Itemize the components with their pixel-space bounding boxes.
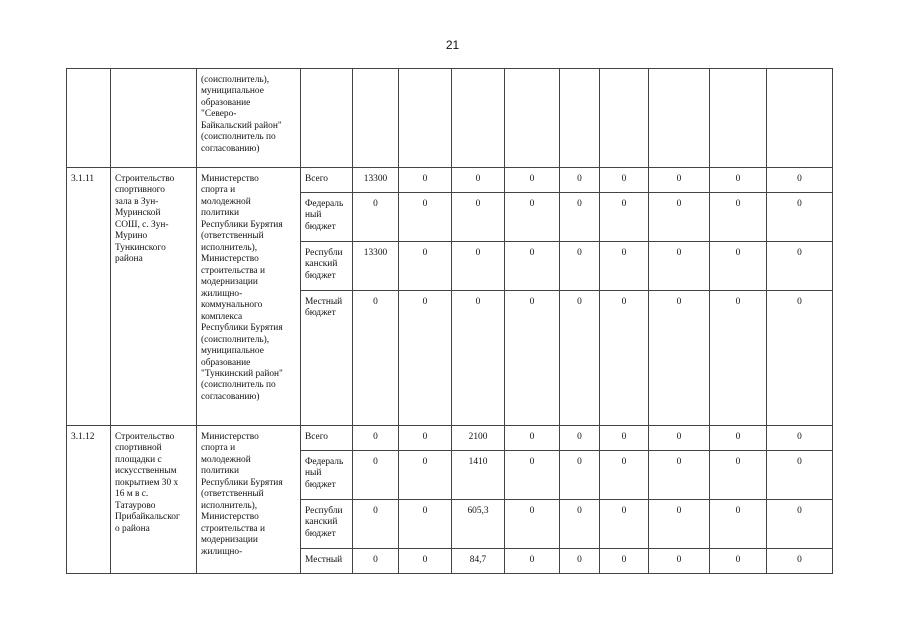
value-cell: 0 [600,242,649,291]
table-row [67,426,833,451]
value-cell: 0 [560,500,600,549]
value-cell: 0 [767,168,833,193]
value-cell: 0 [353,549,399,574]
value-cell: 0 [710,168,767,193]
value-cell: 0 [600,500,649,549]
value-cell: 0 [560,426,600,451]
value-cell: 0 [767,193,833,242]
value-cell: 0 [710,291,767,426]
value-cell: 0 [560,291,600,426]
value-cell: 0 [767,291,833,426]
value-cell: 0 [600,426,649,451]
value-cell: 0 [505,426,560,451]
funding-source: Республи канский бюджет [301,242,353,291]
item-code: 3.1.12 [67,426,111,574]
value-cell: 0 [452,242,505,291]
value-cell: 0 [560,549,600,574]
value-cell: 0 [560,242,600,291]
executor-cell: (соисполнитель), муниципальное образование "Северо- Байкальский район" (соисполнитель по согласованию) [197,69,301,168]
page-number: 21 [445,38,460,52]
value-cell: 0 [767,242,833,291]
value-cell: 0 [399,242,452,291]
value-cell [560,69,600,168]
value-cell: 0 [399,451,452,500]
value-cell: 0 [505,291,560,426]
value-cell [710,69,767,168]
value-cell: 0 [710,451,767,500]
funding-source: Местный бюджет [301,291,353,426]
funding-source: Федераль ный бюджет [301,193,353,242]
name-cell [111,69,197,168]
value-cell: 605,3 [452,500,505,549]
value-cell: 0 [505,451,560,500]
value-cell: 0 [399,549,452,574]
continuation-row [67,69,833,168]
value-cell: 0 [767,500,833,549]
funding-source: Всего [301,426,353,451]
value-cell: 0 [505,193,560,242]
funding-source: Всего [301,168,353,193]
value-cell: 13300 [353,168,399,193]
value-cell: 0 [452,193,505,242]
item-name: Строительство спортивного зала в Зун- Муринской СОШ, с. Зун- Мурино Тункинского района [111,168,197,426]
value-cell: 0 [649,549,710,574]
value-cell: 0 [767,451,833,500]
value-cell: 0 [649,242,710,291]
item-executor: Министерство спорта и молодежной политики Республики Бурятия (ответственный исполнитель), Министерство строительства и модернизации жилищно- [197,426,301,574]
value-cell: 0 [505,168,560,193]
value-cell: 0 [649,426,710,451]
value-cell: 0 [353,451,399,500]
funding-source: Федераль ный бюджет [301,451,353,500]
value-cell: 13300 [353,242,399,291]
value-cell: 0 [505,242,560,291]
value-cell: 0 [767,549,833,574]
table-body [67,69,833,574]
value-cell [600,69,649,168]
value-cell: 0 [600,168,649,193]
value-cell: 0 [710,549,767,574]
value-cell: 0 [600,291,649,426]
value-cell: 0 [560,168,600,193]
value-cell [353,69,399,168]
value-cell: 0 [505,500,560,549]
value-cell: 0 [505,549,560,574]
value-cell: 0 [600,193,649,242]
funding-source: Местный [301,549,353,574]
code-cell [67,69,111,168]
item-name: Строительство спортивной площадки с искусственным покрытием 30 х 16 м в с. Татаурово Прибайкальског о района [111,426,197,574]
value-cell: 0 [399,500,452,549]
source-cell [301,69,353,168]
value-cell: 0 [649,451,710,500]
value-cell: 0 [710,193,767,242]
item-executor: Министерство спорта и молодежной политики Республики Бурятия (ответственный исполнитель), Министерство строительства и модернизации жилищно- коммунального комплекса Республики Бурятия (соисполнитель), муниципальное образование "Тункинский район" (соисполнитель по согласованию) [197,168,301,426]
funding-source: Республи канский бюджет [301,500,353,549]
value-cell [649,69,710,168]
value-cell: 0 [560,193,600,242]
value-cell: 0 [560,451,600,500]
value-cell: 0 [649,168,710,193]
item-code: 3.1.11 [67,168,111,426]
value-cell: 2100 [452,426,505,451]
value-cell: 1410 [452,451,505,500]
value-cell: 0 [649,500,710,549]
value-cell: 0 [399,291,452,426]
value-cell: 84,7 [452,549,505,574]
value-cell: 0 [353,291,399,426]
value-cell [505,69,560,168]
value-cell: 0 [710,500,767,549]
value-cell: 0 [353,426,399,451]
value-cell [452,69,505,168]
value-cell: 0 [399,168,452,193]
value-cell: 0 [649,193,710,242]
value-cell [399,69,452,168]
value-cell: 0 [353,193,399,242]
value-cell: 0 [710,426,767,451]
value-cell: 0 [353,500,399,549]
value-cell: 0 [600,451,649,500]
value-cell: 0 [452,291,505,426]
value-cell: 0 [767,426,833,451]
value-cell: 0 [710,242,767,291]
program-table [66,68,833,574]
value-cell: 0 [600,549,649,574]
table-row [67,168,833,193]
value-cell: 0 [649,291,710,426]
value-cell [767,69,833,168]
value-cell: 0 [399,193,452,242]
value-cell: 0 [452,168,505,193]
value-cell: 0 [399,426,452,451]
